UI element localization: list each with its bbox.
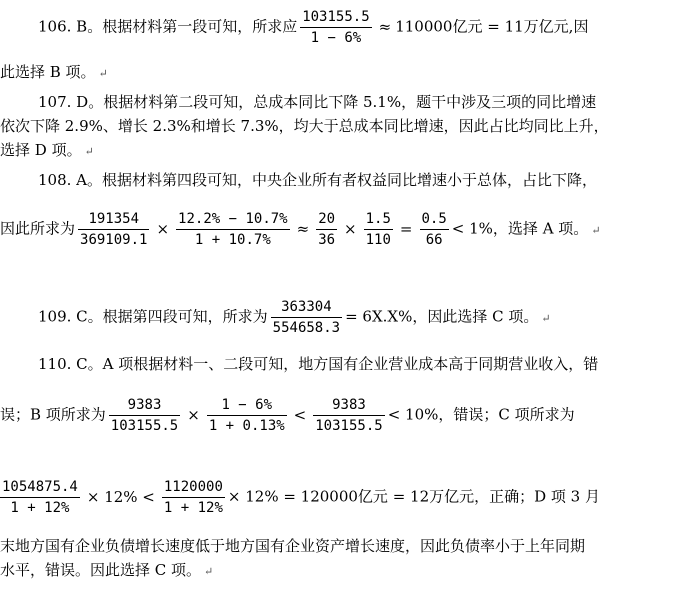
paragraph-mark-icon: ↵ bbox=[541, 311, 551, 325]
q108-f3-numerator: 20 bbox=[316, 210, 337, 230]
q108-f4-numerator: 1.5 bbox=[364, 210, 393, 230]
q110-less-than: < bbox=[293, 405, 307, 424]
q110-f2-numerator: 1 − 6% bbox=[207, 396, 287, 416]
paragraph-mark-icon: ↵ bbox=[98, 67, 108, 80]
q108-fraction-5 bbox=[420, 210, 449, 249]
q110-c1-denominator: 1 + 12% bbox=[10, 500, 70, 516]
q108-f5-denominator: 66 bbox=[425, 232, 443, 248]
q106-fraction bbox=[300, 8, 371, 47]
q110-line-1: 110. C。A 项根据材料一、二段可知，地方国有企业营业成本高于同期营业收入，错 bbox=[38, 355, 599, 373]
q108-f4-denominator: 110 bbox=[365, 232, 391, 248]
q110-f3-numerator: 9383 bbox=[313, 396, 384, 416]
q107-line-3-text: 选择 D 项。 bbox=[0, 141, 82, 159]
q109-denominator: 554658.3 bbox=[272, 320, 341, 336]
paragraph-mark-icon: ↵ bbox=[84, 145, 94, 158]
q110-fraction-2 bbox=[207, 396, 287, 435]
q110-times: × bbox=[187, 405, 200, 424]
q109-suffix: = 6X.X%，因此选择 C 项。 bbox=[345, 307, 539, 326]
q110-f1-denominator: 103155.5 bbox=[110, 418, 179, 434]
q108-times-1: × bbox=[156, 219, 170, 238]
q106-formula-line bbox=[0, 8, 588, 47]
q110-prefix: 误；B 项所求为 bbox=[0, 405, 106, 424]
q108-prefix: 因此所求为 bbox=[0, 219, 76, 238]
q110-c-multiply: × 12% < bbox=[86, 487, 155, 506]
q108-formula-line bbox=[0, 210, 601, 249]
q106-conclusion-text: 此选择 B 项。 bbox=[0, 63, 96, 81]
q110-mid-text: < 10%，错误；C 项所求为 bbox=[387, 405, 575, 424]
q109-prefix: 109. C。根据第四段可知，所求为 bbox=[38, 307, 268, 326]
q110-line-last-2-text: 水平，错误。因此选择 C 项。 bbox=[0, 561, 202, 579]
q110-c-fraction-1 bbox=[0, 478, 80, 517]
q106-suffix: 110000亿元 = 11万亿元,因 bbox=[395, 17, 589, 36]
q108-fraction-3 bbox=[316, 210, 337, 249]
q108-suffix: < 1%，选择 A 项。 bbox=[451, 219, 589, 238]
q110-c-fraction-2 bbox=[162, 478, 225, 517]
q110-c1-numerator: 1054875.4 bbox=[0, 478, 80, 498]
q110-line-last-1: 末地方国有企业负债增长速度低于地方国有企业资产增长速度，因此负债率小于上年同期 bbox=[0, 537, 586, 555]
q108-f3-denominator: 36 bbox=[318, 232, 336, 248]
q108-f2-numerator: 12.2% − 10.7% bbox=[176, 210, 290, 230]
q108-times-2: × bbox=[344, 219, 357, 238]
q110-c-suffix: × 12% = 120000亿元 = 12万亿元，正确；D 项 3 月 bbox=[227, 487, 600, 506]
q110-f1-numerator: 9383 bbox=[109, 396, 180, 416]
q110-fraction-3 bbox=[313, 396, 384, 435]
q109-formula-line bbox=[0, 298, 551, 337]
q106-approx: ≈ bbox=[378, 17, 392, 36]
q110-formula-line-c bbox=[0, 478, 600, 517]
q107-line-3 bbox=[0, 140, 94, 162]
q110-c2-numerator: 1120000 bbox=[162, 478, 225, 498]
q106-fraction-numerator: 103155.5 bbox=[300, 8, 371, 28]
q108-fraction-2 bbox=[176, 210, 290, 249]
q110-formula-line-b bbox=[0, 396, 575, 435]
q110-f2-denominator: 1 + 0.13% bbox=[208, 418, 285, 434]
paragraph-mark-icon: ↵ bbox=[591, 223, 601, 237]
q108-equals: = bbox=[399, 219, 413, 238]
q106-conclusion bbox=[0, 62, 108, 84]
q106-fraction-denominator: 1 − 6% bbox=[310, 30, 362, 46]
q108-line-1: 108. A。根据材料第四段可知，中央企业所有者权益同比增速小于总体，占比下降， bbox=[38, 171, 598, 189]
q108-approx: ≈ bbox=[296, 219, 310, 238]
q108-f2-denominator: 1 + 10.7% bbox=[194, 232, 271, 248]
q110-c2-denominator: 1 + 12% bbox=[163, 500, 223, 516]
q110-fraction-1 bbox=[109, 396, 180, 435]
q107-line-1: 107. D。根据材料第二段可知，总成本同比下降 5.1%，题干中涉及三项的同比增速 bbox=[38, 93, 597, 111]
q108-fraction-4 bbox=[364, 210, 393, 249]
q110-line-last-2 bbox=[0, 560, 213, 582]
q108-f1-denominator: 369109.1 bbox=[80, 232, 148, 248]
q107-line-2: 依次下降 2.9%、增长 2.3%和增长 7.3%，均大于总成本同比增速，因此占比均同比上升， bbox=[0, 117, 609, 135]
q109-fraction bbox=[271, 298, 342, 337]
q108-fraction-1 bbox=[78, 210, 149, 249]
q109-numerator: 363304 bbox=[271, 298, 342, 318]
paragraph-mark-icon: ↵ bbox=[204, 565, 214, 578]
q108-f5-numerator: 0.5 bbox=[420, 210, 449, 230]
q110-f3-denominator: 103155.5 bbox=[315, 418, 383, 434]
q108-f1-numerator: 191354 bbox=[78, 210, 149, 230]
q106-prefix: 106. B。根据材料第一段可知，所求应 bbox=[38, 17, 298, 36]
